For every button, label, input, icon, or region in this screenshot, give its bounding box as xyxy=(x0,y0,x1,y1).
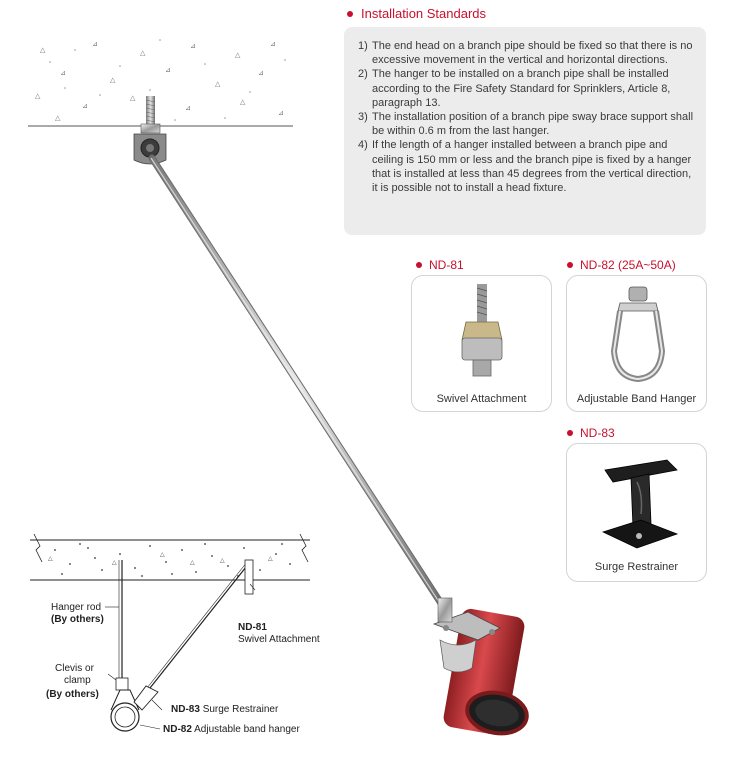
standards-item: 3) The installation position of a branch pipe sway brace support shall be within 0.6 m from the last hanger. xyxy=(358,111,694,138)
label-hanger-rod: Hanger rod (By others) xyxy=(51,602,104,625)
svg-text:△: △ xyxy=(215,80,221,88)
product-caption-nd83: Surge Restrainer xyxy=(594,561,679,573)
surge-restrainer-icon xyxy=(597,454,681,554)
svg-text:⊿: ⊿ xyxy=(82,102,88,110)
label-nd81: ND-81 Swivel Attachment xyxy=(238,622,320,645)
svg-text:△: △ xyxy=(130,94,136,102)
svg-text:⊿: ⊿ xyxy=(185,104,191,112)
bullet-dot-icon xyxy=(567,262,573,268)
svg-text:△: △ xyxy=(190,559,195,566)
svg-text:△: △ xyxy=(110,76,116,84)
product-label-nd81: ND-81 xyxy=(416,258,464,272)
standards-item: 1) The end head on a branch pipe should be fixed so that there is no excessive movement in the vertical and horizontal directions. xyxy=(358,40,693,67)
svg-text:△: △ xyxy=(220,557,225,564)
label-clevis-by: (By others) xyxy=(46,689,99,700)
svg-text:△: △ xyxy=(240,98,246,106)
svg-text:△: △ xyxy=(55,114,61,122)
swivel-attachment-icon xyxy=(452,282,512,382)
svg-text:△: △ xyxy=(140,49,146,57)
band-hanger-icon xyxy=(602,281,674,386)
label-clevis: Clevis or clamp xyxy=(55,663,94,686)
standards-heading xyxy=(347,6,486,21)
product-caption-nd82: Adjustable Band Hanger xyxy=(576,393,697,405)
bullet-dot-icon xyxy=(416,262,422,268)
product-label-nd83: ND-83 xyxy=(567,426,615,440)
svg-text:⊿: ⊿ xyxy=(190,42,196,50)
standards-item: 4) If the length of a hanger installed between a branch pipe and ceiling is 150 mm or less and the branch pipe is fixed by a hanger that is installed at less than 45 degrees from the vertical direction, it is possible not to install a head fixture. xyxy=(358,139,692,195)
svg-text:△: △ xyxy=(48,555,53,562)
bullet-dot-icon xyxy=(347,11,353,17)
svg-text:⊿: ⊿ xyxy=(60,69,66,77)
ceiling-slab xyxy=(28,38,293,126)
svg-text:⊿: ⊿ xyxy=(258,69,264,77)
standards-title: Installation Standards xyxy=(361,6,487,21)
product-card-nd81 xyxy=(411,275,552,412)
product-caption-nd81: Swivel Attachment xyxy=(436,393,527,405)
label-nd83: ND-83 Surge Restrainer xyxy=(171,704,279,715)
svg-text:⊿: ⊿ xyxy=(92,40,98,48)
svg-text:⊿: ⊿ xyxy=(270,40,276,48)
bullet-dot-icon xyxy=(567,430,573,436)
label-nd82: ND-82 Adjustable band hanger xyxy=(163,724,300,735)
standards-list xyxy=(358,39,696,195)
product-label-nd82: ND-82 (25A~50A) xyxy=(567,258,676,272)
standards-panel xyxy=(344,27,706,235)
svg-text:△: △ xyxy=(112,559,117,566)
diagram-slab xyxy=(30,534,310,580)
product-card-nd82 xyxy=(566,275,707,412)
svg-text:△: △ xyxy=(40,46,46,54)
svg-text:△: △ xyxy=(35,92,41,100)
standards-item: 2) The hanger to be installed on a branch pipe shall be installed according to the Fire Safety Standard for Sprinklers, Article 8, paragraph 13. xyxy=(358,68,671,109)
svg-text:△: △ xyxy=(268,555,273,562)
product-card-nd83 xyxy=(566,443,707,582)
svg-text:△: △ xyxy=(160,551,165,558)
svg-text:⊿: ⊿ xyxy=(278,109,284,117)
branch-pipe-assembly xyxy=(434,598,530,738)
svg-text:△: △ xyxy=(235,51,241,59)
svg-text:⊿: ⊿ xyxy=(165,66,171,74)
